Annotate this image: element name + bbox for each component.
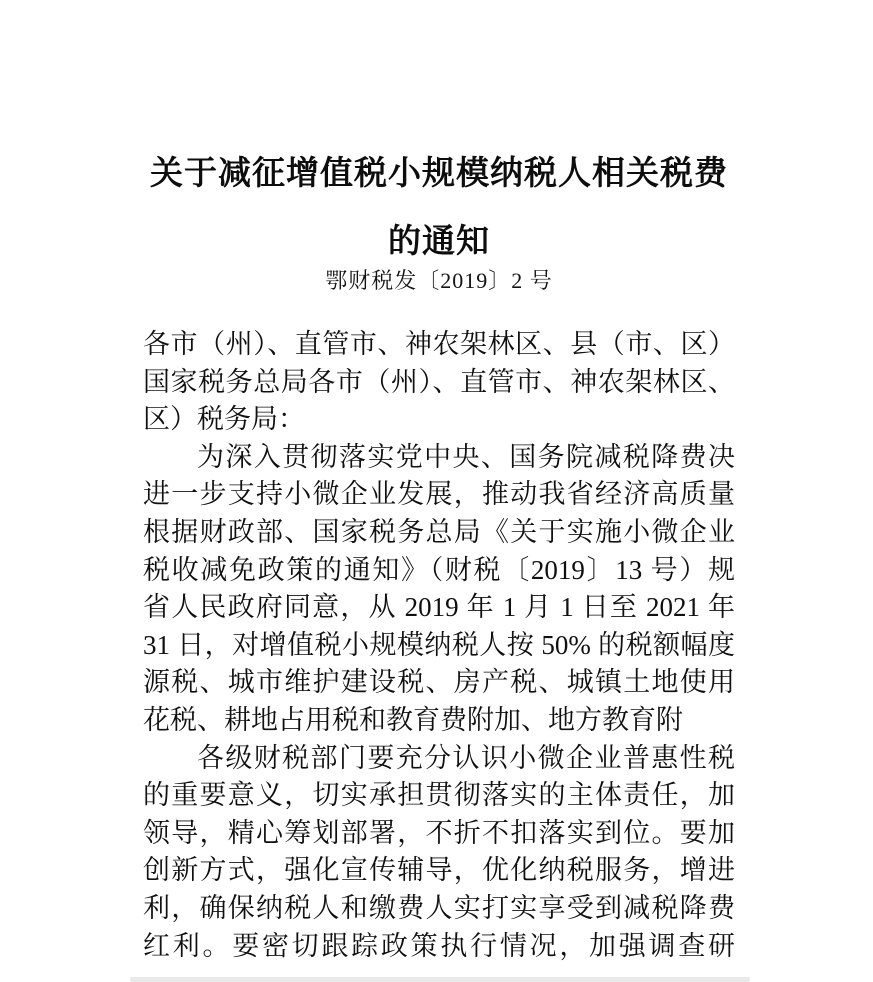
text-line: 的重要意义，切实承担贯彻落实的主体责任，加 (143, 780, 735, 811)
title-line-1: 关于减征增值税小规模纳税人相关税费 (150, 156, 728, 192)
doc-number: 鄂财税发〔2019〕2 号 (325, 268, 553, 293)
text-line: 根据财政部、国家税务总局《关于实施小微企业 (143, 516, 735, 547)
text-line: 花税、耕地占用税和教育费附加、地方教育附 (143, 704, 683, 735)
document-body (143, 326, 735, 965)
scan-artifact (130, 977, 750, 982)
text-line: 领导，精心筹划部署，不折不扣落实到位。要加 (143, 817, 735, 848)
text-line: 为深入贯彻落实党中央、国务院减税降费决 (197, 441, 735, 472)
text-line: 红利。要密切跟踪政策执行情况，加强调查研 (143, 930, 735, 961)
text-line: 省人民政府同意，从 2019 年 1 月 1 日至 2021 年 (143, 592, 735, 623)
text-line: 31 日，对增值税小规模纳税人按 50% 的税额幅度 (143, 629, 735, 660)
document-title (143, 140, 735, 276)
text-line: 利，确保纳税人和缴费人实打实享受到减税降费 (143, 892, 735, 923)
text-line: 各市（州）、直管市、神农架林区、县（市、区） (143, 329, 735, 359)
text-line: 税收减免政策的通知》（财税〔2019〕13 号）规 (143, 554, 735, 585)
text-line: 源税、城市维护建设税、房产税、城镇土地使用 (143, 667, 735, 698)
text-line: 国家税务总局各市（州）、直管市、神农架林区、 (143, 366, 735, 397)
text-line: 各级财税部门要充分认识小微企业普惠性税 (197, 742, 735, 773)
title-line-2: 的通知 (388, 224, 490, 260)
text-line: 区）税务局： (143, 404, 305, 435)
text-line: 进一步支持小微企业发展，推动我省经济高质量 (143, 479, 735, 510)
text-line: 创新方式，强化宣传辅导，优化纳税服务，增进 (143, 855, 735, 886)
